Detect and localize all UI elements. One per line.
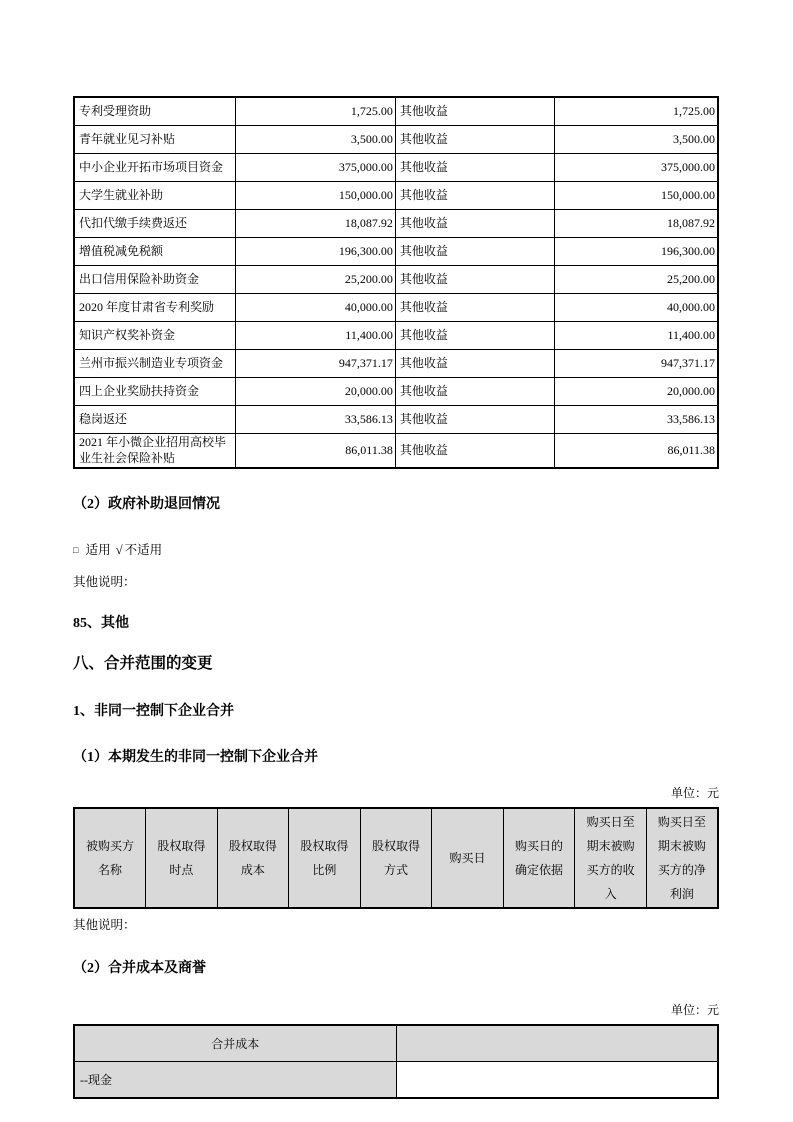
subsidy-amount2-cell: 40,000.00: [554, 294, 718, 322]
subsidy-item-cell: 稳岗返还: [74, 406, 236, 434]
header-purchase-date-basis: 购买日的确定依据: [503, 808, 575, 908]
subsidy-amount-cell: 25,200.00: [236, 266, 396, 294]
merge-cost-value-cell: [396, 1062, 718, 1099]
table-row: [74, 294, 718, 322]
subsidy-amount-cell: 20,000.00: [236, 378, 396, 406]
subsidy-item-cell: 四上企业奖励扶持资金: [74, 378, 236, 406]
subsidy-amount2-cell: 1,725.00: [554, 97, 718, 126]
subsidy-amount2-cell: 3,500.00: [554, 126, 718, 154]
subsidy-category-cell: 其他收益: [395, 406, 554, 434]
section-heading-other: 85、其他: [73, 616, 129, 632]
applicable-label: 适用: [85, 543, 111, 558]
header-acquiree-name: 被购买方名称: [74, 808, 146, 908]
header-equity-ratio: 股权取得比例: [289, 808, 361, 908]
table-row: [74, 210, 718, 238]
section-heading-current-period-combination: （1）本期发生的非同一控制下企业合并: [73, 750, 318, 766]
subsidy-amount-cell: 947,371.17: [236, 350, 396, 378]
business-combination-table: [73, 807, 719, 909]
subsidy-amount-cell: 196,300.00: [236, 238, 396, 266]
subsidy-amount2-cell: 196,300.00: [554, 238, 718, 266]
subsidy-category-cell: 其他收益: [395, 266, 554, 294]
table-row: [74, 322, 718, 350]
subsidy-amount-cell: 3,500.00: [236, 126, 396, 154]
table-row: [74, 434, 718, 469]
subsidy-amount-cell: 18,087.92: [236, 210, 396, 238]
header-equity-method: 股权取得方式: [360, 808, 432, 908]
applicability-line: [73, 540, 719, 558]
table-row: [74, 350, 718, 378]
table-row: [74, 126, 718, 154]
subsidy-category-cell: 其他收益: [395, 294, 554, 322]
subsidy-item-cell: 2020 年度甘肃省专利奖励: [74, 294, 236, 322]
merge-cost-header-value-cell: [396, 1025, 718, 1062]
table-row: [74, 1062, 718, 1099]
subsidy-item-cell: 2021 年小微企业招用高校毕业生社会保险补贴: [74, 434, 236, 469]
unit-label: 单位：元: [670, 786, 719, 801]
section-heading-subsidy-return: （2）政府补助退回情况: [73, 497, 220, 513]
subsidy-amount-cell: 40,000.00: [236, 294, 396, 322]
subsidy-category-cell: 其他收益: [395, 434, 554, 469]
table-row: [74, 378, 718, 406]
table-row: [74, 238, 718, 266]
subsidy-amount2-cell: 20,000.00: [554, 378, 718, 406]
table-row: [74, 182, 718, 210]
subsidy-item-cell: 专利受理资助: [74, 97, 236, 126]
subsidy-category-cell: 其他收益: [395, 210, 554, 238]
merge-cost-item-cell: --现金: [74, 1062, 396, 1099]
subsidy-amount-cell: 375,000.00: [236, 154, 396, 182]
check-icon: √: [115, 543, 123, 558]
subsidy-item-cell: 代扣代缴手续费返还: [74, 210, 236, 238]
table-row: [74, 266, 718, 294]
merge-cost-header-cell: 合并成本: [74, 1025, 396, 1062]
subsidy-category-cell: 其他收益: [395, 322, 554, 350]
section-heading-merge-cost-goodwill: （2）合并成本及商誉: [73, 961, 206, 977]
header-acquiree-net-profit: 购买日至期末被购买方的净利润: [646, 808, 718, 908]
checkbox-unchecked-icon: □: [73, 545, 83, 556]
subsidy-item-cell: 中小企业开拓市场项目资金: [74, 154, 236, 182]
subsidy-item-cell: 出口信用保险补助资金: [74, 266, 236, 294]
subsidy-amount-cell: 33,586.13: [236, 406, 396, 434]
other-note-label: 其他说明：: [73, 918, 136, 933]
subsidy-amount-cell: 150,000.00: [236, 182, 396, 210]
table-header-row: [74, 808, 718, 908]
subsidy-category-cell: 其他收益: [395, 97, 554, 126]
subsidy-item-cell: 增值税减免税额: [74, 238, 236, 266]
subsidy-amount2-cell: 11,400.00: [554, 322, 718, 350]
header-equity-cost: 股权取得成本: [217, 808, 289, 908]
subsidy-category-cell: 其他收益: [395, 350, 554, 378]
subsidy-category-cell: 其他收益: [395, 378, 554, 406]
header-acquiree-income: 购买日至期末被购买方的收入: [575, 808, 647, 908]
unit-label: 单位：元: [670, 1003, 719, 1018]
subsidy-amount2-cell: 947,371.17: [554, 350, 718, 378]
subsidy-category-cell: 其他收益: [395, 154, 554, 182]
subsidy-item-cell: 兰州市振兴制造业专项资金: [74, 350, 236, 378]
subsidy-amount2-cell: 33,586.13: [554, 406, 718, 434]
table-header-row: [74, 1025, 718, 1062]
subsidy-amount-cell: 1,725.00: [236, 97, 396, 126]
subsidy-item-cell: 青年就业见习补贴: [74, 126, 236, 154]
subsidy-category-cell: 其他收益: [395, 126, 554, 154]
subsidy-amount2-cell: 375,000.00: [554, 154, 718, 182]
subsidy-category-cell: 其他收益: [395, 182, 554, 210]
subsidy-amount-cell: 11,400.00: [236, 322, 396, 350]
merge-cost-table: [73, 1024, 719, 1099]
section-heading-non-common-control: 1、非同一控制下企业合并: [73, 704, 234, 720]
subsidy-amount2-cell: 18,087.92: [554, 210, 718, 238]
table-row: [74, 97, 718, 126]
other-note-label: 其他说明：: [73, 575, 136, 590]
subsidy-amount-cell: 86,011.38: [236, 434, 396, 469]
header-purchase-date: 购买日: [432, 808, 504, 908]
government-subsidy-table: [73, 96, 719, 469]
subsidy-category-cell: 其他收益: [395, 238, 554, 266]
subsidy-amount2-cell: 25,200.00: [554, 266, 718, 294]
header-equity-time: 股权取得时点: [146, 808, 218, 908]
section-heading-scope-change: 八、合并范围的变更: [73, 655, 213, 673]
subsidy-amount2-cell: 86,011.38: [554, 434, 718, 469]
subsidy-amount2-cell: 150,000.00: [554, 182, 718, 210]
table-row: [74, 406, 718, 434]
not-applicable-label: 不适用: [124, 543, 163, 558]
table-row: [74, 154, 718, 182]
subsidy-item-cell: 知识产权奖补资金: [74, 322, 236, 350]
subsidy-item-cell: 大学生就业补助: [74, 182, 236, 210]
